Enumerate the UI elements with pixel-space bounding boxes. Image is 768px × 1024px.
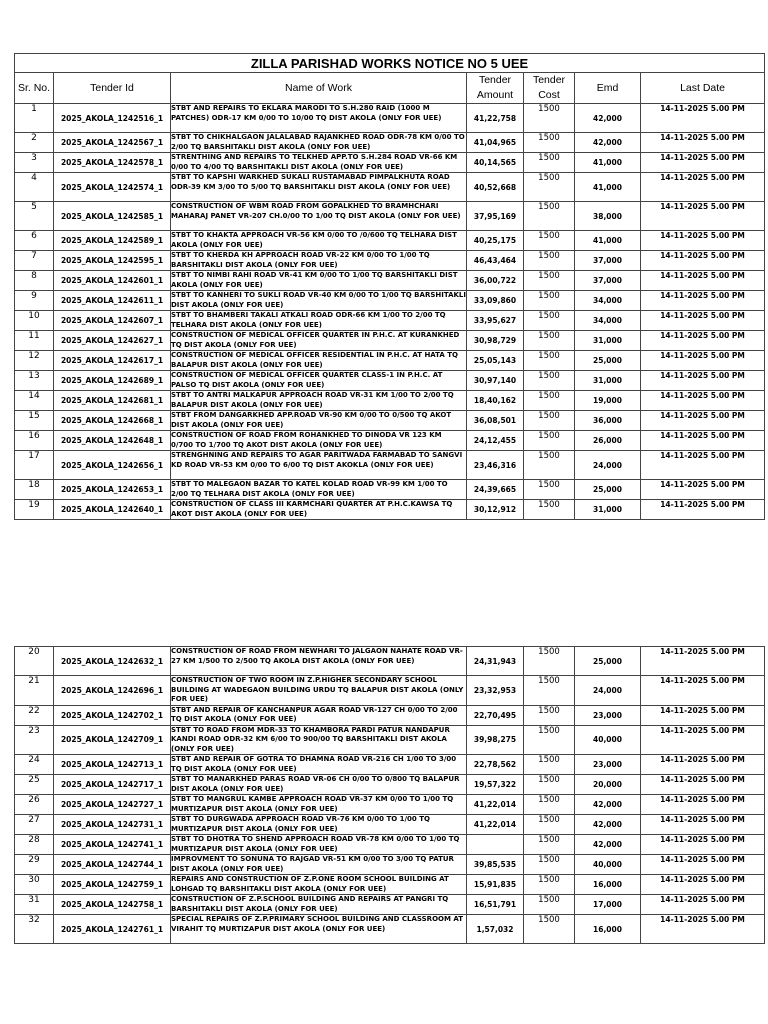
table-header-row [15, 73, 765, 104]
tender-amount-cell: 18,40,162 [467, 391, 524, 411]
tender-cost-cell: 1500 [524, 855, 575, 875]
tender-id-cell: 2025_AKOLA_1242632_1 [54, 647, 171, 676]
sr-no-cell: 8 [15, 271, 54, 291]
emd-cell: 26,000 [575, 431, 641, 451]
work-name-cell: STBT TO ROAD FROM MDR-33 TO KHAMBORA PARDI PATUR NANDAPUR KANDI ROAD ODR-32 KM 6/00 TO 900/00 TQ BARSHITAKLI DIST AKOLA (ONLY FOR UEE) [171, 725, 467, 755]
tender-amount-cell: 24,12,455 [467, 431, 524, 451]
work-name-cell: CONSTRUCTION OF ROAD FROM ROHANKHED TO DINODA VR 123 KM 0/700 TO 1/700 TQ AKOT DIST AKOLA (ONLY FOR UEE) [171, 431, 467, 451]
work-name-cell: STBT TO NIMBI RAHI ROAD VR-41 KM 0/00 TO 1/00 TQ BARSHITAKLI DIST AKOLA (ONLY FOR UEE) [171, 271, 467, 291]
work-name-cell: CONSTRUCTION OF MEDICAL OFFICER QUARTER CLASS-1 IN P.H.C. AT PALSO TQ DIST AKOLA (ONLY FOR UEE) [171, 371, 467, 391]
tender-cost-cell: 1500 [524, 371, 575, 391]
last-date-cell: 14-11-2025 5.00 PM [641, 815, 765, 835]
sr-no-cell: 7 [15, 251, 54, 271]
table-row [15, 451, 765, 480]
table-row [15, 202, 765, 231]
tender-amount-cell: 41,22,758 [467, 104, 524, 133]
tender-cost-cell: 1500 [524, 391, 575, 411]
table-row [15, 705, 765, 725]
sr-no-cell: 1 [15, 104, 54, 133]
sr-no-cell: 31 [15, 895, 54, 915]
last-date-cell: 14-11-2025 5.00 PM [641, 725, 765, 755]
work-name-cell: REPAIRS AND CONSTRUCTION OF Z.P.ONE ROOM SCHOOL BUILDING AT LOHGAD TQ BARSHITAKLI DIST AKOLA (ONLY FOR UEE) [171, 875, 467, 895]
last-date-cell: 14-11-2025 5.00 PM [641, 755, 765, 775]
sr-no-cell: 10 [15, 311, 54, 331]
tender-id-cell: 2025_AKOLA_1242681_1 [54, 391, 171, 411]
tender-amount-cell: 36,00,722 [467, 271, 524, 291]
last-date-cell: 14-11-2025 5.00 PM [641, 153, 765, 173]
tender-id-cell: 2025_AKOLA_1242696_1 [54, 676, 171, 706]
tender-cost-cell: 1500 [524, 351, 575, 371]
table-row [15, 775, 765, 795]
work-name-cell: CONSTRUCTION OF Z.P.SCHOOL BUILDING AND REPAIRS AT PANGRI TQ BARSHITAKLI DIST AKOLA (ONLY FOR UEE) [171, 895, 467, 915]
tender-cost-cell: 1500 [524, 895, 575, 915]
emd-cell: 25,000 [575, 351, 641, 371]
tender-id-cell: 2025_AKOLA_1242744_1 [54, 855, 171, 875]
tender-id-cell: 2025_AKOLA_1242589_1 [54, 231, 171, 251]
tender-id-cell: 2025_AKOLA_1242759_1 [54, 875, 171, 895]
table-row [15, 755, 765, 775]
tender-cost-cell: 1500 [524, 291, 575, 311]
work-name-cell: CONSTRUCTION OF ROAD FROM NEWHARI TO JALGAON NAHATE ROAD VR-27 KM 1/500 TO 2/500 TQ AKOLA DIST AKOLA (ONLY FOR UEE) [171, 647, 467, 676]
tender-cost-cell: 1500 [524, 311, 575, 331]
sr-no-cell: 28 [15, 835, 54, 855]
tender-amount-cell: 16,51,791 [467, 895, 524, 915]
table-row [15, 153, 765, 173]
work-name-cell: STBT TO KHERDA KH APPROACH ROAD VR-22 KM 0/00 TO 1/00 TQ BARSHITAKLI DIST AKOLA (ONLY FOR UEE) [171, 251, 467, 271]
tender-cost-cell: 1500 [524, 705, 575, 725]
last-date-cell: 14-11-2025 5.00 PM [641, 351, 765, 371]
tender-cost-cell: 1500 [524, 725, 575, 755]
work-name-cell: STBT TO KAPSHI WARKHED SUKALI RUSTAMABAD PIMPALKHUTA ROAD ODR-39 KM 3/00 TO 5/00 TQ BARSHITAKLI DIST AKOLA (ONLY FOR UEE) [171, 173, 467, 202]
work-name-cell: STBT TO CHIKHALGAON JALALABAD RAJANKHED ROAD ODR-78 KM 0/00 TO 2/00 TQ BARSHITAKLI DIST AKOLA (ONLY FOR UEE) [171, 133, 465, 151]
last-date-cell: 14-11-2025 5.00 PM [641, 371, 765, 391]
tender-amount-cell: 15,91,835 [467, 875, 524, 895]
tender-amount-cell: 46,43,464 [467, 251, 524, 271]
emd-cell: 41,000 [575, 173, 641, 202]
table-row [15, 647, 765, 676]
tender-id-cell: 2025_AKOLA_1242648_1 [54, 431, 171, 451]
tender-id-cell: 2025_AKOLA_1242758_1 [54, 895, 171, 915]
tender-cost-cell: 1500 [524, 676, 575, 706]
header-tender-amount: Tender Amount [467, 73, 524, 104]
table-row [15, 251, 765, 271]
sr-no-cell: 6 [15, 231, 54, 251]
work-name-cell: STRENGHNING AND REPAIRS TO AGAR PARITWADA FARMABAD TO SANGVI KD ROAD VR-53 KM 0/00 TO 6/00 TQ DIST AKOKLA (ONLY FOR UEE) [171, 451, 467, 480]
sr-no-cell: 16 [15, 431, 54, 451]
tender-amount-cell: 41,22,014 [467, 815, 524, 835]
emd-cell: 36,000 [575, 411, 641, 431]
tender-id-cell: 2025_AKOLA_1242607_1 [54, 311, 171, 331]
tender-cost-cell: 1500 [524, 104, 575, 133]
tender-id-cell: 2025_AKOLA_1242567_1 [54, 133, 171, 153]
tender-cost-cell: 1500 [524, 815, 575, 835]
last-date-cell: 14-11-2025 5.00 PM [641, 104, 765, 133]
sr-no-cell: 22 [15, 705, 54, 725]
work-name-cell: IMPROVMENT TO SONUNA TO RAJGAD VR-51 KM 0/00 TO 3/00 TQ PATUR DIST AKOLA (ONLY FOR UEE) [171, 855, 467, 875]
work-name-cell: CONSTRUCTION OF CLASS III KARMCHARI QUARTER AT P.H.C.KAWSA TQ AKOT DIST AKOLA (ONLY FOR UEE) [171, 500, 467, 520]
work-name-cell: STBT TO MALEGAON BAZAR TO KATEL KOLAD ROAD VR-99 KM 1/00 TO 2/00 TQ TELHARA DIST AKOLA (ONLY FOR UEE) [171, 480, 467, 500]
work-name-cell: STBT TO KHAKTA APPROACH VR-56 KM 0/00 TO /0/600 TQ TELHARA DIST AKOLA (ONLY FOR UEE) [171, 231, 467, 251]
work-name-cell: STBT AND REPAIR OF KANCHANPUR AGAR ROAD VR-127 CH 0/00 TO 2/00 TQ DIST AKOLA (ONLY FOR UEE) [171, 705, 467, 725]
table-row [15, 133, 765, 153]
sr-no-cell: 4 [15, 173, 54, 202]
last-date-cell: 14-11-2025 5.00 PM [641, 451, 765, 480]
table-row [15, 895, 765, 915]
notice-title: ZILLA PARISHAD WORKS NOTICE NO 5 UEE [15, 54, 765, 73]
tender-cost-cell: 1500 [524, 431, 575, 451]
sr-no-cell: 2 [15, 133, 54, 153]
tender-id-cell: 2025_AKOLA_1242668_1 [54, 411, 171, 431]
sr-no-cell: 5 [15, 202, 54, 231]
table-row [15, 391, 765, 411]
header-emd: Emd [575, 73, 641, 104]
table-row [15, 676, 765, 706]
work-name-cell: STBT TO DHOTRA TO SHEND APPROACH ROAD VR-78 KM 0/00 TO 1/00 TQ MURTIZAPUR DIST AKOLA (ONLY FOR UEE) [171, 835, 467, 855]
tender-id-cell: 2025_AKOLA_1242611_1 [54, 291, 171, 311]
tender-amount-cell: 41,04,965 [467, 133, 524, 153]
sr-no-cell: 15 [15, 411, 54, 431]
emd-cell: 16,000 [575, 915, 641, 944]
emd-cell: 37,000 [575, 251, 641, 271]
tender-amount-cell: 33,09,860 [467, 291, 524, 311]
sr-no-cell: 24 [15, 755, 54, 775]
last-date-cell: 14-11-2025 5.00 PM [641, 133, 765, 153]
tender-id-cell: 2025_AKOLA_1242727_1 [54, 795, 171, 815]
emd-cell: 42,000 [575, 104, 641, 133]
table-row [15, 231, 765, 251]
tender-cost-cell: 1500 [524, 331, 575, 351]
work-name-cell: CONSTRUCTION OF TWO ROOM IN Z.P.HIGHER SECONDARY SCHOOL BUILDING AT WADEGAON BUILDING URDU TQ BALAPUR DIST AKOLA (ONLY FOR UEE) [171, 676, 467, 706]
last-date-cell: 14-11-2025 5.00 PM [641, 411, 765, 431]
emd-cell: 31,000 [575, 331, 641, 351]
sr-no-cell: 32 [15, 915, 54, 944]
last-date-cell: 14-11-2025 5.00 PM [641, 480, 765, 500]
emd-cell: 24,000 [575, 676, 641, 706]
tender-id-cell: 2025_AKOLA_1242653_1 [54, 480, 171, 500]
sr-no-cell: 14 [15, 391, 54, 411]
last-date-cell: 14-11-2025 5.00 PM [641, 875, 765, 895]
last-date-cell: 14-11-2025 5.00 PM [641, 855, 765, 875]
work-name-cell: STBT AND REPAIRS TO EKLARA MARODI TO S.H.280 RAID (1000 M PATCHES) ODR-17 KM 0/00 TO 10/00 TQ DIST AKOLA (ONLY FOR UEE) [171, 104, 467, 133]
emd-cell: 42,000 [575, 133, 641, 153]
sr-no-cell: 18 [15, 480, 54, 500]
emd-cell: 41,000 [575, 153, 641, 173]
tender-id-cell: 2025_AKOLA_1242595_1 [54, 251, 171, 271]
tender-amount-cell: 40,14,565 [467, 153, 524, 173]
emd-cell: 31,000 [575, 500, 641, 520]
work-name-cell: CONSTRUCTION OF MEDICAL OFFICER QUARTER IN P.H.C. AT KURANKHED TQ DIST AKOLA (ONLY FOR UEE) [171, 331, 467, 351]
emd-cell: 42,000 [575, 795, 641, 815]
tender-id-cell: 2025_AKOLA_1242574_1 [54, 173, 171, 202]
tender-amount-cell: 36,08,501 [467, 411, 524, 431]
last-date-cell: 14-11-2025 5.00 PM [641, 915, 765, 944]
last-date-cell: 14-11-2025 5.00 PM [641, 271, 765, 291]
sr-no-cell: 12 [15, 351, 54, 371]
tender-amount-cell: 39,85,535 [467, 855, 524, 875]
emd-cell: 42,000 [575, 835, 641, 855]
last-date-cell: 14-11-2025 5.00 PM [641, 500, 765, 520]
tender-amount-cell: 37,95,169 [467, 202, 524, 231]
tender-id-cell: 2025_AKOLA_1242516_1 [54, 104, 171, 133]
works-notice-table-page-1 [14, 53, 765, 520]
emd-cell: 16,000 [575, 875, 641, 895]
last-date-cell: 14-11-2025 5.00 PM [641, 431, 765, 451]
last-date-cell: 14-11-2025 5.00 PM [641, 251, 765, 271]
tender-cost-cell: 1500 [524, 875, 575, 895]
tender-amount-cell: 41,22,014 [467, 795, 524, 815]
table-row [15, 431, 765, 451]
emd-cell: 17,000 [575, 895, 641, 915]
emd-cell: 34,000 [575, 311, 641, 331]
work-name-cell: STBT TO KANHERI TO SUKLI ROAD VR-40 KM 0/00 TO 1/00 TQ BARSHITAKLI DIST AKOLA (ONLY FOR UEE) [171, 291, 466, 309]
tender-id-cell: 2025_AKOLA_1242709_1 [54, 725, 171, 755]
sr-no-cell: 21 [15, 676, 54, 706]
table-row [15, 795, 765, 815]
last-date-cell: 14-11-2025 5.00 PM [641, 173, 765, 202]
tender-amount-cell: 25,05,143 [467, 351, 524, 371]
work-name-cell: STRENTHING AND REPAIRS TO TELKHED APP.TO S.H.284 ROAD VR-66 KM 0/00 TO 4/00 TQ BARSHITAKLI DIST AKOLA (ONLY FOR UEE) [171, 153, 467, 173]
emd-cell: 31,000 [575, 371, 641, 391]
table-row [15, 104, 765, 133]
work-name-cell: STBT AND REPAIR OF GOTRA TO DHAMNA ROAD VR-216 CH 1/00 TO 3/00 TQ DIST AKOLA (ONLY FOR UEE) [171, 755, 467, 775]
table-row [15, 875, 765, 895]
emd-cell: 40,000 [575, 725, 641, 755]
last-date-cell: 14-11-2025 5.00 PM [641, 202, 765, 231]
table-row [15, 725, 765, 755]
table-row [15, 411, 765, 431]
last-date-cell: 14-11-2025 5.00 PM [641, 231, 765, 251]
table-row [15, 311, 765, 331]
tender-amount-cell: 24,31,943 [467, 647, 524, 676]
work-name-cell: SPECIAL REPAIRS OF Z.P.PRIMARY SCHOOL BUILDING AND CLASSROOM AT VIRAHIT TQ MURTIZAPUR DIST AKOLA (ONLY FOR UEE) [171, 915, 467, 944]
tender-id-cell: 2025_AKOLA_1242713_1 [54, 755, 171, 775]
header-name-of-work: Name of Work [171, 73, 467, 104]
last-date-cell: 14-11-2025 5.00 PM [641, 331, 765, 351]
tender-cost-cell: 1500 [524, 755, 575, 775]
tender-cost-cell: 1500 [524, 835, 575, 855]
last-date-cell: 14-11-2025 5.00 PM [641, 795, 765, 815]
work-name-cell: STBT FROM DANGARKHED APP.ROAD VR-90 KM 0/00 TO 0/500 TQ AKOT DIST AKOLA (ONLY FOR UEE) [171, 411, 467, 431]
tender-id-cell: 2025_AKOLA_1242601_1 [54, 271, 171, 291]
tender-amount-cell: 39,98,275 [467, 725, 524, 755]
tender-cost-cell: 1500 [524, 251, 575, 271]
tender-id-cell: 2025_AKOLA_1242702_1 [54, 705, 171, 725]
tender-amount-cell: 19,57,322 [467, 775, 524, 795]
sr-no-cell: 20 [15, 647, 54, 676]
table-row [15, 351, 765, 371]
tender-cost-cell: 1500 [524, 500, 575, 520]
emd-cell: 25,000 [575, 647, 641, 676]
table-row [15, 331, 765, 351]
table-row [15, 291, 765, 311]
tender-amount-cell: 23,32,953 [467, 676, 524, 706]
tender-amount-cell: 30,97,140 [467, 371, 524, 391]
tender-amount-cell: 24,39,665 [467, 480, 524, 500]
tender-amount-cell: 22,78,562 [467, 755, 524, 775]
header-tender-cost: Tender Cost [524, 73, 575, 104]
tender-amount-cell: 23,46,316 [467, 451, 524, 480]
tender-amount-cell: 33,95,627 [467, 311, 524, 331]
emd-cell: 41,000 [575, 231, 641, 251]
tender-amount-cell [467, 835, 524, 855]
tender-id-cell: 2025_AKOLA_1242627_1 [54, 331, 171, 351]
work-name-cell: CONSTRUCTION OF WBM ROAD FROM GOPALKHED TO BRAMHCHARI MAHARAJ PANET VR-207 CH.0/00 TO 1/00 TQ DIST AKOLA (ONLY FOR UEE) [171, 202, 467, 231]
last-date-cell: 14-11-2025 5.00 PM [641, 291, 765, 311]
last-date-cell: 14-11-2025 5.00 PM [641, 311, 765, 331]
work-name-cell: CONSTRUCTION OF MEDICAL OFFICER RESIDENTIAL IN P.H.C. AT HATA TQ BALAPUR DIST AKOLA (ONLY FOR UEE) [171, 351, 467, 371]
last-date-cell: 14-11-2025 5.00 PM [641, 835, 765, 855]
table-row [15, 480, 765, 500]
table-row [15, 835, 765, 855]
emd-cell: 23,000 [575, 705, 641, 725]
tender-amount-cell: 22,70,495 [467, 705, 524, 725]
emd-cell: 25,000 [575, 480, 641, 500]
emd-cell: 42,000 [575, 815, 641, 835]
emd-cell: 20,000 [575, 775, 641, 795]
tender-amount-cell: 30,98,729 [467, 331, 524, 351]
sr-no-cell: 17 [15, 451, 54, 480]
tender-cost-cell: 1500 [524, 451, 575, 480]
tender-id-cell: 2025_AKOLA_1242689_1 [54, 371, 171, 391]
tender-cost-cell: 1500 [524, 153, 575, 173]
tender-cost-cell: 1500 [524, 271, 575, 291]
works-notice-table-page-2 [14, 646, 765, 944]
tender-id-cell: 2025_AKOLA_1242717_1 [54, 775, 171, 795]
sr-no-cell: 25 [15, 775, 54, 795]
tender-cost-cell: 1500 [524, 231, 575, 251]
tender-cost-cell: 1500 [524, 915, 575, 944]
tender-cost-cell: 1500 [524, 173, 575, 202]
work-name-cell: STBT TO ANTRI MALKAPUR APPROACH ROAD VR-31 KM 1/00 TO 2/00 TQ BALAPUR DIST AKOLA (ONLY FOR UEE) [171, 391, 467, 411]
last-date-cell: 14-11-2025 5.00 PM [641, 391, 765, 411]
work-name-cell: STBT TO MANARKHED PARAS ROAD VR-06 CH 0/00 TO 0/800 TQ BALAPUR DIST AKOLA (ONLY FOR UEE) [171, 775, 467, 795]
emd-cell: 38,000 [575, 202, 641, 231]
tender-cost-cell: 1500 [524, 775, 575, 795]
tender-cost-cell: 1500 [524, 202, 575, 231]
tender-amount-cell: 1,57,032 [467, 915, 524, 944]
last-date-cell: 14-11-2025 5.00 PM [641, 775, 765, 795]
emd-cell: 24,000 [575, 451, 641, 480]
tender-id-cell: 2025_AKOLA_1242578_1 [54, 153, 171, 173]
header-tender-id: Tender Id [54, 73, 171, 104]
last-date-cell: 14-11-2025 5.00 PM [641, 705, 765, 725]
work-name-cell: STBT TO MANGRUL KAMBE APPROACH ROAD VR-37 KM 0/00 TO 1/00 TQ MURTIZAPUR DIST AKOLA (ONLY FOR UEE) [171, 795, 467, 815]
tender-amount-cell: 40,52,668 [467, 173, 524, 202]
sr-no-cell: 13 [15, 371, 54, 391]
tender-cost-cell: 1500 [524, 133, 575, 153]
sr-no-cell: 3 [15, 153, 54, 173]
tender-cost-cell: 1500 [524, 480, 575, 500]
emd-cell: 37,000 [575, 271, 641, 291]
header-last-date: Last Date [641, 73, 765, 104]
sr-no-cell: 30 [15, 875, 54, 895]
emd-cell: 19,000 [575, 391, 641, 411]
tender-amount-cell: 40,25,175 [467, 231, 524, 251]
emd-cell: 23,000 [575, 755, 641, 775]
last-date-cell: 14-11-2025 5.00 PM [641, 676, 765, 706]
tender-id-cell: 2025_AKOLA_1242640_1 [54, 500, 171, 520]
emd-cell: 34,000 [575, 291, 641, 311]
sr-no-cell: 9 [15, 291, 54, 311]
tender-cost-cell: 1500 [524, 647, 575, 676]
tender-id-cell: 2025_AKOLA_1242617_1 [54, 351, 171, 371]
tender-id-cell: 2025_AKOLA_1242656_1 [54, 451, 171, 480]
table-row [15, 855, 765, 875]
sr-no-cell: 19 [15, 500, 54, 520]
tender-id-cell: 2025_AKOLA_1242741_1 [54, 835, 171, 855]
sr-no-cell: 29 [15, 855, 54, 875]
sr-no-cell: 11 [15, 331, 54, 351]
tender-cost-cell: 1500 [524, 795, 575, 815]
tender-amount-cell: 30,12,912 [467, 500, 524, 520]
work-name-cell: STBT TO BHAMBERI TAKALI ATKALI ROAD ODR-66 KM 1/00 TO 2/00 TQ TELHARA DIST AKOLA (ONLY FOR UEE) [171, 311, 467, 331]
tender-id-cell: 2025_AKOLA_1242731_1 [54, 815, 171, 835]
tender-cost-cell: 1500 [524, 411, 575, 431]
sr-no-cell: 23 [15, 725, 54, 755]
table-row [15, 173, 765, 202]
last-date-cell: 14-11-2025 5.00 PM [641, 647, 765, 676]
table-row [15, 815, 765, 835]
emd-cell: 40,000 [575, 855, 641, 875]
header-sr-no: Sr. No. [15, 73, 54, 104]
work-name-cell: STBT TO DURGWADA APPROACH ROAD VR-76 KM 0/00 TO 1/00 TQ MURTIZAPUR DIST AKOLA (ONLY FOR UEE) [171, 815, 467, 835]
sr-no-cell: 27 [15, 815, 54, 835]
tender-id-cell: 2025_AKOLA_1242585_1 [54, 202, 171, 231]
last-date-cell: 14-11-2025 5.00 PM [641, 895, 765, 915]
table-row [15, 371, 765, 391]
sr-no-cell: 26 [15, 795, 54, 815]
table-row [15, 500, 765, 520]
table-row [15, 915, 765, 944]
table-row [15, 271, 765, 291]
tender-id-cell: 2025_AKOLA_1242761_1 [54, 915, 171, 944]
